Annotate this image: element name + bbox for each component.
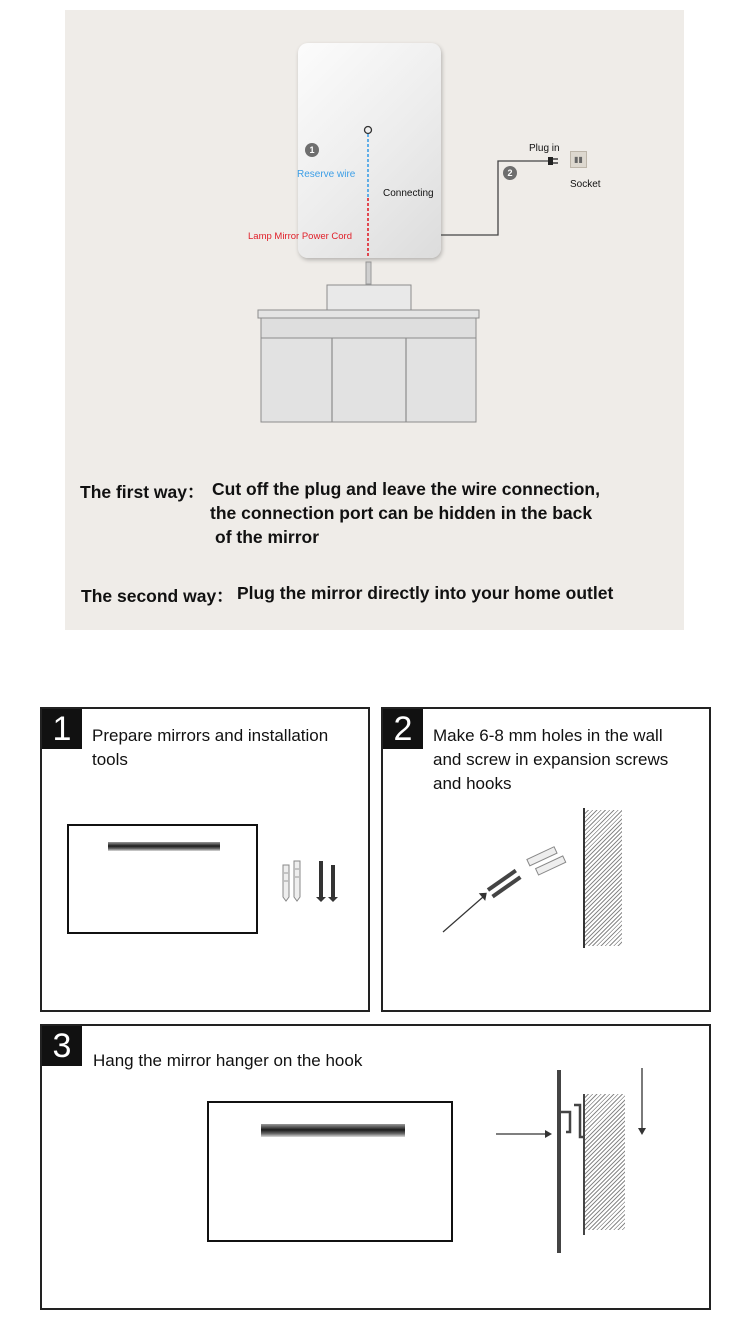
first-way-line-1: Cut off the plug and leave the wire connection, xyxy=(212,479,600,499)
plug-icon xyxy=(548,157,558,165)
step-two-marker: 2 xyxy=(503,166,517,180)
screws-and-anchors-icon xyxy=(275,855,345,905)
step-3-mirror-hanger-bar xyxy=(261,1124,405,1137)
step-2-number: 2 xyxy=(383,709,423,749)
step-one-marker: 1 xyxy=(305,143,319,157)
step-3-text-line-1: Hang the mirror hanger on the hook xyxy=(93,1051,363,1070)
step-1-text-line-2: tools xyxy=(92,750,128,769)
first-way-line-3: of the mirror xyxy=(215,527,320,547)
step-3-number: 3 xyxy=(42,1026,82,1066)
step-1-mirror xyxy=(67,824,258,934)
wiring-lines xyxy=(0,0,750,640)
socket-icon: ▮▮ xyxy=(570,151,587,168)
step-3-mirror xyxy=(207,1101,453,1242)
power-cord-label: Lamp Mirror Power Cord xyxy=(248,231,352,242)
first-way-line-2: the connection port can be hidden in the back xyxy=(210,503,593,523)
step-2-wall-edge xyxy=(583,808,585,948)
second-way-label: The second way： xyxy=(81,586,234,606)
step-2-text-line-3: and hooks xyxy=(433,774,512,793)
hanging-illustration xyxy=(490,1060,660,1260)
drilling-illustration xyxy=(435,835,580,940)
connection-point-icon xyxy=(365,127,372,134)
step-1-mirror-hanger-bar xyxy=(108,842,220,851)
connecting-label: Connecting xyxy=(383,188,434,199)
step-2-text-line-1: Make 6-8 mm holes in the wall xyxy=(433,726,663,745)
socket-label: Socket xyxy=(570,179,601,190)
step-2-wall xyxy=(585,810,622,946)
plug-cable-line xyxy=(441,161,548,235)
step-1-text-line-1: Prepare mirrors and installation xyxy=(92,726,329,745)
first-way-label: The first way： xyxy=(80,482,205,502)
step-2-text-line-2: and screw in expansion screws xyxy=(433,750,669,769)
reserve-wire-label: Reserve wire xyxy=(297,169,356,180)
second-way-text: Plug the mirror directly into your home outlet xyxy=(237,583,614,603)
step-1-number: 1 xyxy=(42,709,82,749)
plug-in-label: Plug in xyxy=(529,143,560,154)
